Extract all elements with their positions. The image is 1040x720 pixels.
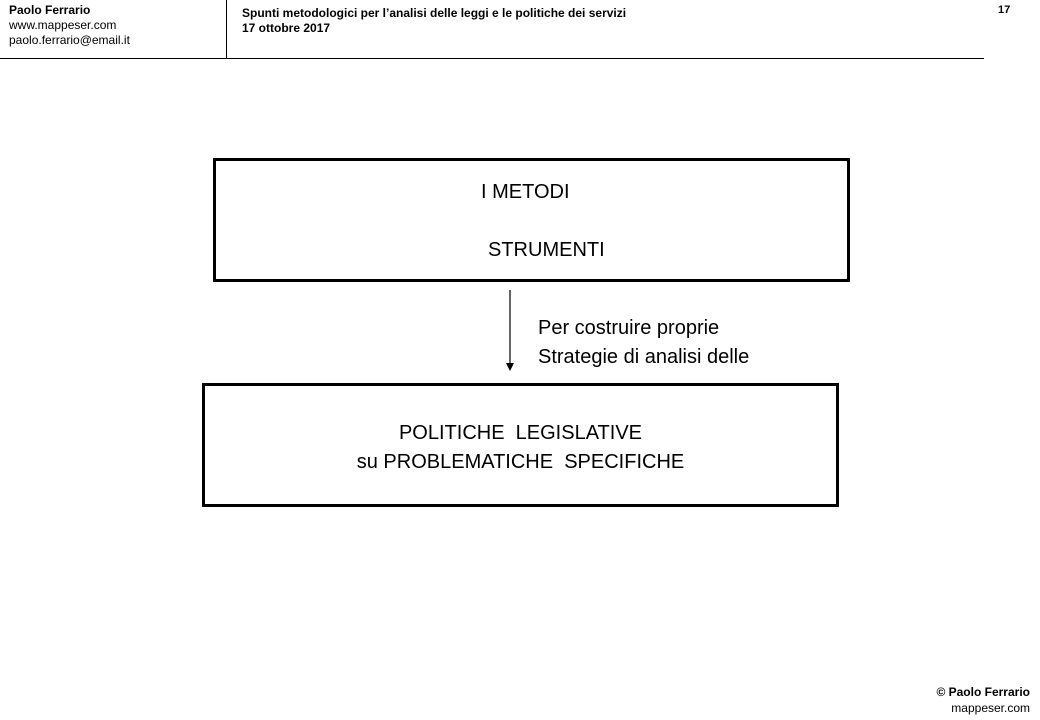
connector-line1: Per costruire proprie bbox=[538, 317, 720, 339]
author-email: paolo.ferrario@email.it bbox=[9, 33, 130, 47]
document-date: 17 ottobre 2017 bbox=[242, 21, 331, 35]
header-author-block bbox=[9, 3, 130, 48]
header-vertical-divider bbox=[226, 0, 227, 58]
document-title: Spunti metodologici per l’analisi delle leggi e le politiche dei servizi bbox=[242, 6, 627, 20]
methods-box-line1: I METODI bbox=[481, 181, 570, 203]
policies-box bbox=[202, 383, 839, 507]
footer bbox=[936, 684, 1030, 716]
header-title-block bbox=[242, 6, 626, 36]
author-website: www.mappeser.com bbox=[9, 18, 117, 32]
page-number: 17 bbox=[998, 4, 1011, 16]
header-horizontal-divider bbox=[0, 58, 984, 59]
footer-copyright: © Paolo Ferrario bbox=[936, 685, 1030, 699]
policies-box-line1: POLITICHE LEGISLATIVE bbox=[398, 422, 643, 444]
footer-site: mappeser.com bbox=[951, 701, 1030, 715]
methods-box-line2: STRUMENTI bbox=[488, 239, 605, 261]
connector-line2: Strategie di analisi delle bbox=[538, 346, 750, 368]
connector-text bbox=[538, 314, 749, 372]
policies-box-line2: su PROBLEMATICHE SPECIFICHE bbox=[356, 451, 685, 473]
methods-box bbox=[213, 158, 850, 282]
author-name: Paolo Ferrario bbox=[9, 3, 91, 17]
down-arrow-icon bbox=[503, 290, 517, 372]
